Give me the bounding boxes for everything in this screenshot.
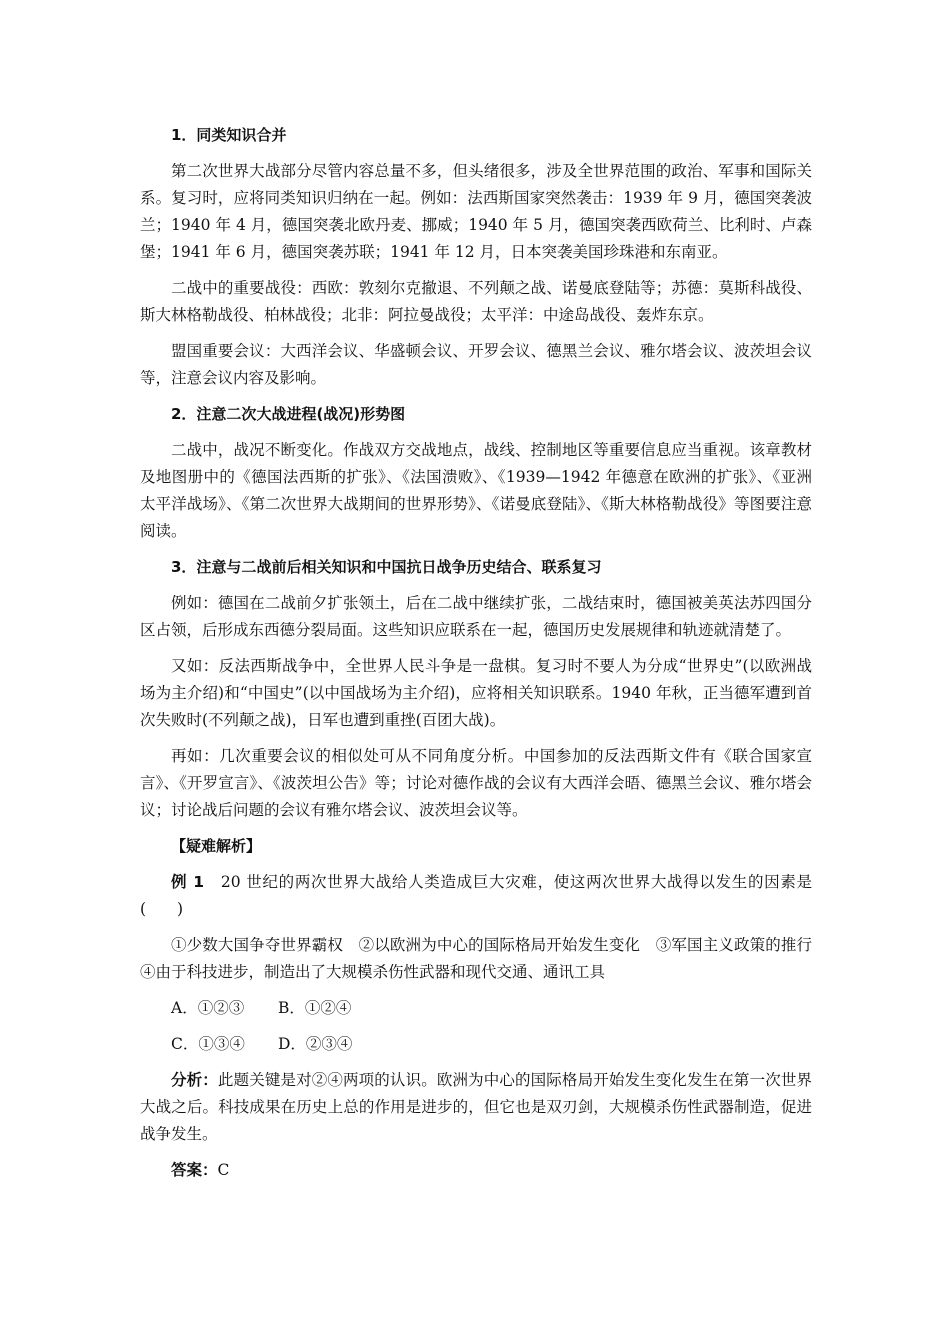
answer-label: 答案： <box>171 1161 218 1179</box>
example-statements: ①少数大国争夺世界霸权 ②以欧洲为中心的国际格局开始发生变化 ③军国主义政策的推行 ④由于科技进步，制造出了大规模杀伤性武器和现代交通、通讯工具 <box>140 936 828 981</box>
section-2-paragraph-1: 二战中，战况不断变化。作战双方交战地点，战线、控制地区等重要信息应当重视。该章教材及地图册中的《德国法西斯的扩张》、《法国溃败》、《1939—1942 年德意在欧洲的扩张》、《亚洲太平洋战场》、《第二次世界大战期间的世界形势》、《诺曼底登陆》、《斯大林格勒战役》等图要注意阅读。 <box>140 441 812 540</box>
section-3-paragraph-3: 再如：几次重要会议的相似处可从不同角度分析。中国参加的反法西斯文件有《联合国家宣言》、《开罗宣言》、《波茨坦公告》等；讨论对德作战的会议有大西洋会晤、德黑兰会议、雅尔塔会议；讨论战后问题的会议有雅尔塔会议、波茨坦会议等。 <box>140 747 812 819</box>
section-3-heading: 3．注意与二战前后相关知识和中国抗日战争历史结合、联系复习 <box>171 558 602 576</box>
section-2-heading: 2．注意二次大战进程(战况)形势图 <box>171 405 406 423</box>
section-1-paragraph-3: 盟国重要会议：大西洋会议、华盛顿会议、开罗会议、德黑兰会议、雅尔塔会议、波茨坦会议等，注意会议内容及影响。 <box>140 342 812 387</box>
document-body <box>140 122 828 1193</box>
options-row-1 <box>140 995 812 1022</box>
section-1-paragraph-2: 二战中的重要战役：西欧：敦刻尔克撤退、不列颠之战、诺曼底登陆等；苏德：莫斯科战役、斯大林格勒战役、柏林战役；北非：阿拉曼战役；太平洋：中途岛战役、轰炸东京。 <box>140 279 812 324</box>
answer-paragraph <box>140 1157 812 1184</box>
example-question <box>140 869 812 923</box>
example-label: 例 1 <box>171 873 205 891</box>
section-3-paragraph-2: 又如：反法西斯战争中，全世界人民斗争是一盘棋。复习时不要人为分成“世界史”(以欧洲战场为主介绍)和“中国史”(以中国战场为主介绍)，应将相关知识联系。1940 年秋，正当德军遭到首次失败时(不列颠之战)，日军也遭到重挫(百团大战)。 <box>140 657 812 729</box>
options-row-2 <box>140 1031 812 1058</box>
option-a: A．①②③ <box>171 999 245 1017</box>
option-b: B．①②④ <box>278 999 352 1017</box>
analysis-paragraph <box>140 1067 812 1148</box>
answer-value: C <box>217 1161 230 1179</box>
analysis-header: 【疑难解析】 <box>171 837 262 855</box>
analysis-text: 此题关键是对②④两项的认识。欧洲为中心的国际格局开始发生变化发生在第一次世界大战之后。科技成果在历史上总的作用是进步的，但它也是双刃剑，大规模杀伤性武器制造，促进战争发生。 <box>140 1071 812 1143</box>
option-d: D．②③④ <box>278 1035 353 1053</box>
analysis-label: 分析： <box>171 1071 218 1089</box>
example-question-text: 20 世纪的两次世界大战给人类造成巨大灾难，使这两次世界大战得以发生的因素是( ) <box>140 873 813 918</box>
option-c: C．①③④ <box>171 1035 245 1053</box>
section-1-heading: 1．同类知识合并 <box>171 126 287 144</box>
section-1-paragraph-1: 第二次世界大战部分尽管内容总量不多，但头绪很多，涉及全世界范围的政治、军事和国际关系。复习时，应将同类知识归纳在一起。例如：法西斯国家突然袭击：1939 年 9 月，德国突袭波兰；1940 年 4 月，德国突袭北欧丹麦、挪威；1940 年 5 月，德国突袭西欧荷兰、比利时、卢森堡；1941 年 6 月，德国突袭苏联；1941 年 12 月，日本突袭美国珍珠港和东南亚。 <box>140 162 812 261</box>
section-3-paragraph-1: 例如：德国在二战前夕扩张领土，后在二战中继续扩张，二战结束时，德国被美英法苏四国分区占领，后形成东西德分裂局面。这些知识应联系在一起，德国历史发展规律和轨迹就清楚了。 <box>140 594 812 639</box>
